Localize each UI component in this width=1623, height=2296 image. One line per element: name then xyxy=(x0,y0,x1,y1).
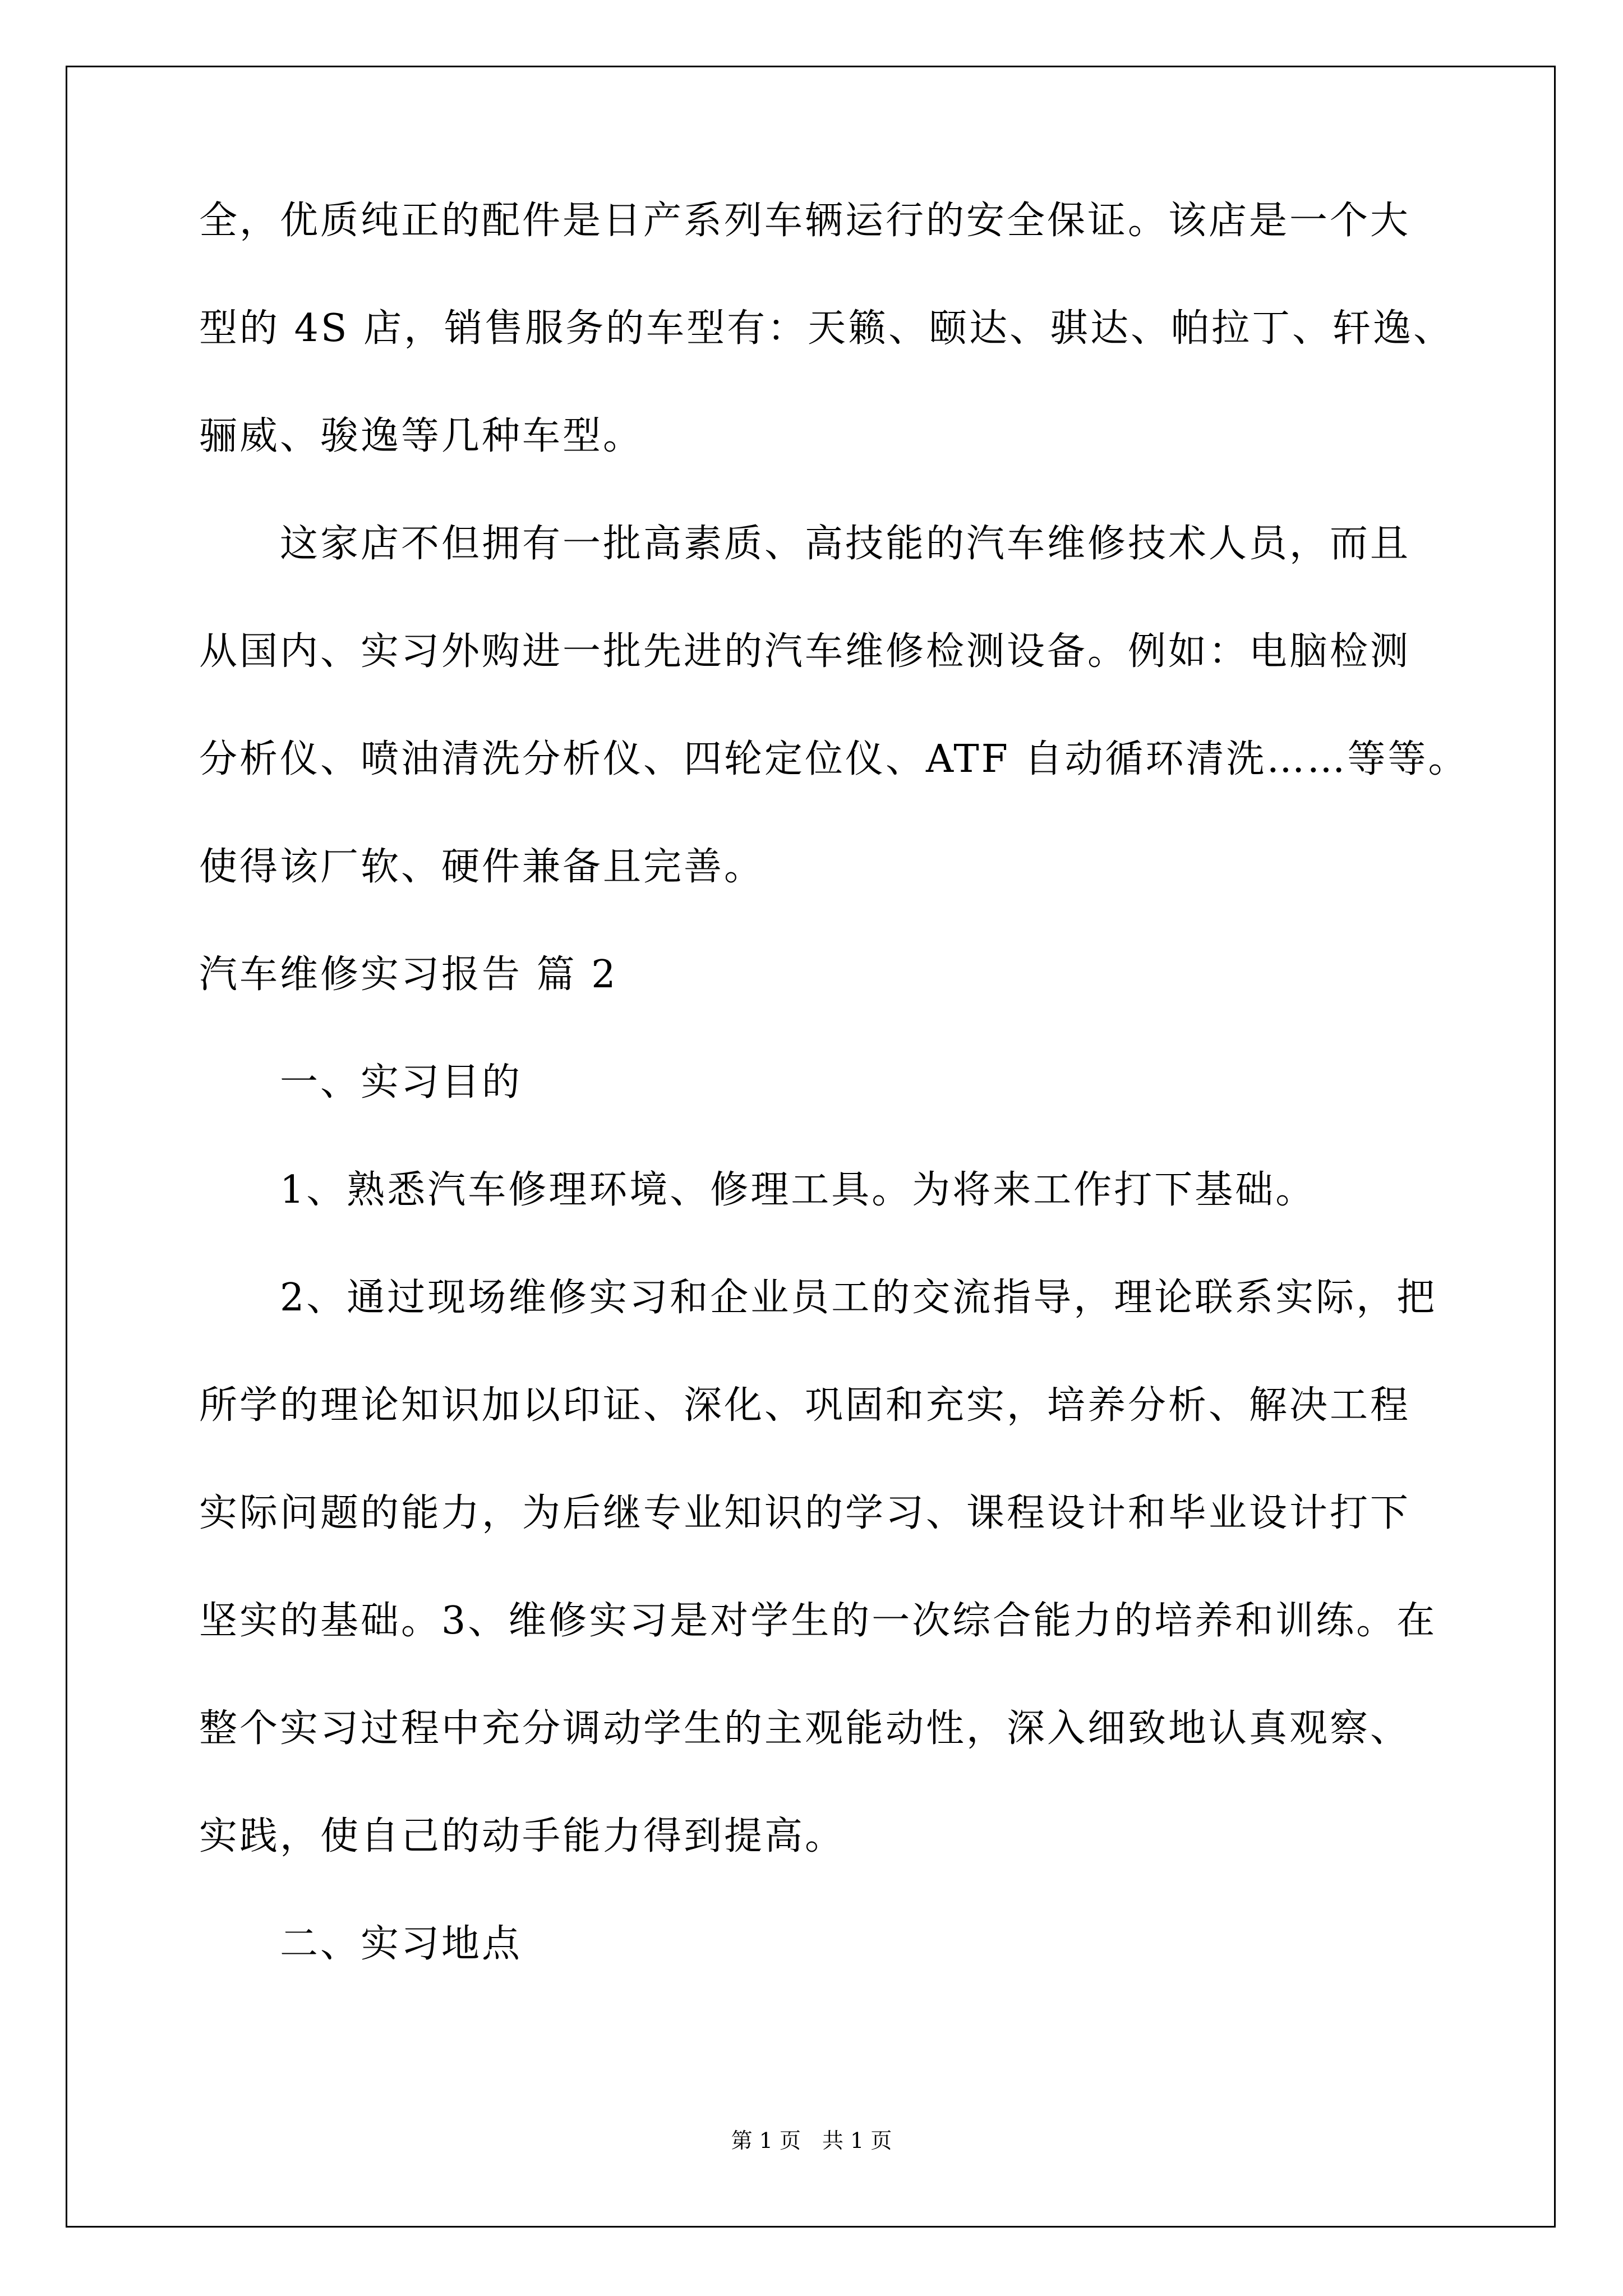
text-line: 所学的理论知识加以印证、深化、巩固和充实，培养分析、解决工程 xyxy=(199,1383,1411,1428)
text-line: 分析仪、喷油清洗分析仪、四轮定位仪、ATF 自动循环清洗……等等。 xyxy=(199,737,1469,781)
text-line: 全，优质纯正的配件是日产系列车辆运行的安全保证。该店是一个大 xyxy=(199,199,1411,243)
text-line: 2、通过现场维修实习和企业员工的交流指导，理论联系实际，把 xyxy=(199,1276,1437,1320)
text-line: 坚实的基础。3、维修实习是对学生的一次综合能力的培养和训练。在 xyxy=(199,1599,1437,1643)
subheading: 二、实习地点 xyxy=(199,1922,523,1966)
text-line: 实际问题的能力，为后继专业知识的学习、课程设计和毕业设计打下 xyxy=(199,1491,1411,1535)
text-line: 骊威、骏逸等几种车型。 xyxy=(199,414,644,458)
section-heading: 汽车维修实习报告 篇 2 xyxy=(199,953,618,997)
page-border xyxy=(66,66,1556,2228)
text-line: 这家店不但拥有一批高素质、高技能的汽车维修技术人员，而且 xyxy=(199,522,1411,566)
text-line: 从国内、实习外购进一批先进的汽车维修检测设备。例如：电脑检测 xyxy=(199,629,1411,674)
text-line: 1、熟悉汽车修理环境、修理工具。为将来工作打下基础。 xyxy=(199,1168,1316,1212)
text-line: 实践，使自己的动手能力得到提高。 xyxy=(199,1814,846,1858)
text-line: 型的 4S 店，销售服务的车型有：天籁、颐达、骐达、帕拉丁、轩逸、 xyxy=(199,306,1454,351)
text-line: 整个实习过程中充分调动学生的主观能动性，深入细致地认真观察、 xyxy=(199,1706,1411,1751)
page-footer: 第 1 页 共 1 页 xyxy=(731,2128,892,2153)
subheading: 一、实习目的 xyxy=(199,1060,523,1105)
text-line: 使得该厂软、硬件兼备且完善。 xyxy=(199,845,765,889)
